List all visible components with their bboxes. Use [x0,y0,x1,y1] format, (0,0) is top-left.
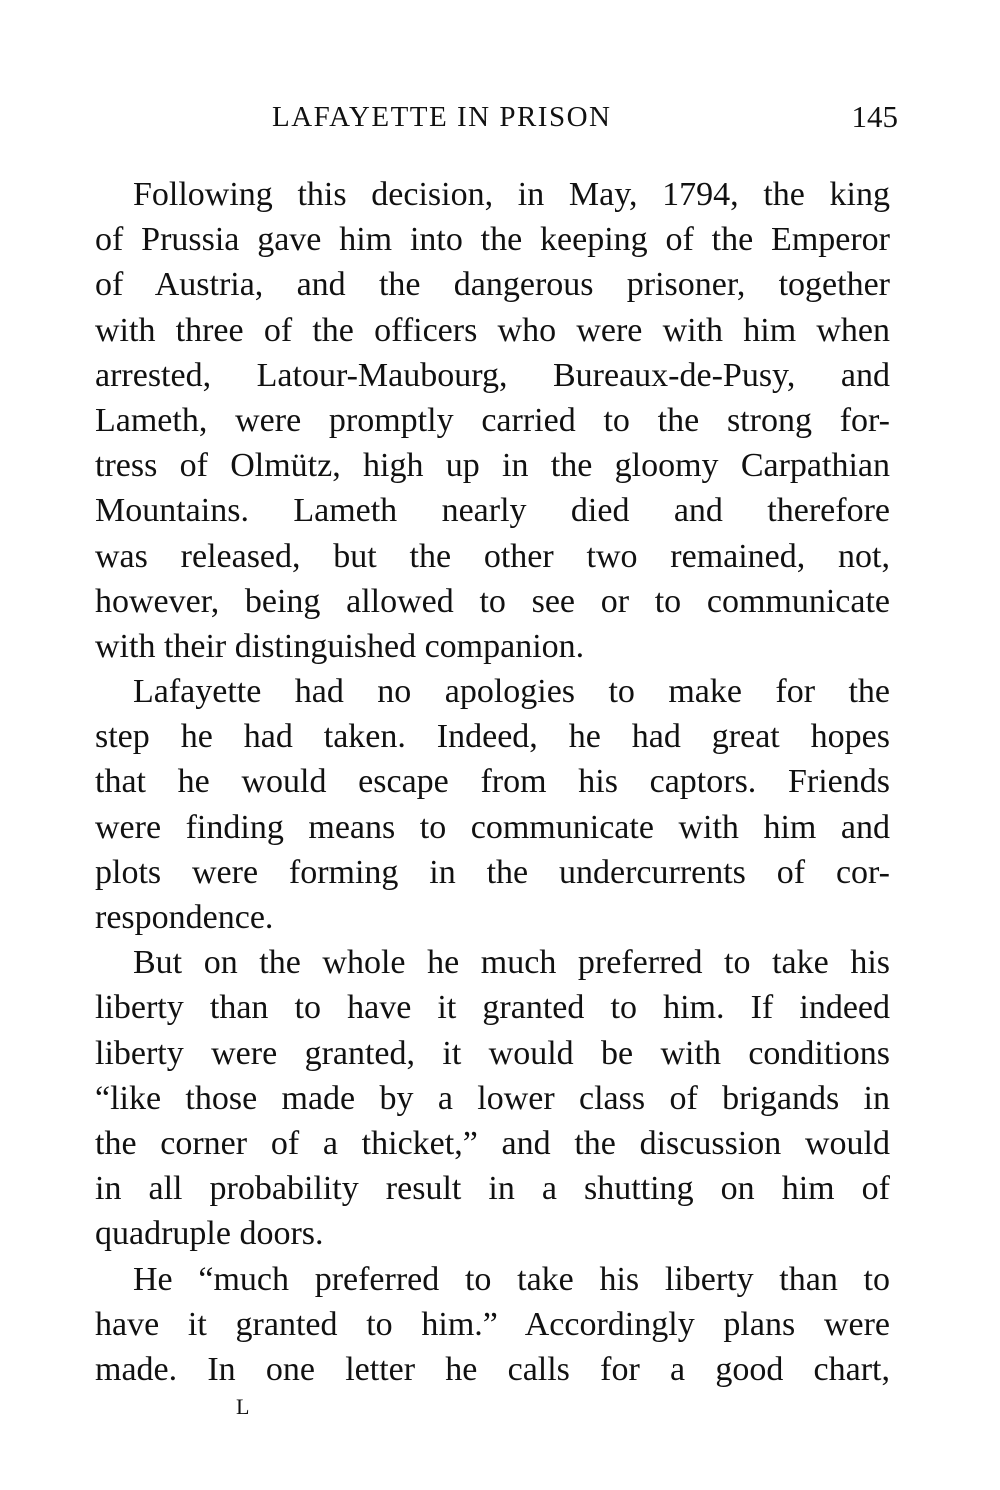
text-line: with their distinguished companion. [95,627,585,665]
text-line: arrested, Latour-Maubourg, Bureaux-de-Pusy, and [95,356,890,394]
text-line: respondence. [95,899,274,936]
text-line: with three of the officers who were with him when [95,311,890,349]
text-line: in all probability result in a shutting on him of [95,1170,890,1208]
text-line: were finding means to communicate with him and [95,808,890,846]
running-head [272,92,898,142]
text-line: liberty than to have it granted to him. If indeed [95,989,890,1027]
text-line: Mountains. Lameth nearly died and therefore [95,492,890,530]
text-line: He “much preferred to take his liberty than to [133,1260,890,1298]
text-line: But on the whole he much preferred to take his [133,944,890,982]
text-line: Lameth, were promptly carried to the strong for- [95,401,890,439]
running-title: LAFAYETTE IN PRISON [272,101,612,133]
body-text [95,172,890,1392]
signature-mark: L [236,1394,251,1419]
text-line: was released, but the other two remained, not, [95,537,890,575]
text-line: Following this decision, in May, 1794, the king [133,176,890,213]
text-line: Lafayette had no apologies to make for the [133,673,890,711]
text-line: have it granted to him.” Accordingly plans were [95,1305,890,1343]
text-line: however, being allowed to see or to communicate [95,582,890,620]
text-line: “like those made by a lower class of brigands in [95,1079,890,1117]
text-line: plots were forming in the undercurrents of cor- [95,853,890,891]
text-line: quadruple doors. [95,1215,324,1253]
text-line: that he would escape from his captors. Friends [95,763,890,801]
text-line: of Austria, and the dangerous prisoner, together [95,266,890,304]
page-number: 145 [851,99,898,134]
text-line: tress of Olmütz, high up in the gloomy Carpathian [95,447,890,485]
text-line: the corner of a thicket,” and the discussion would [95,1124,890,1162]
text-line: step he had taken. Indeed, he had great hopes [95,718,890,756]
text-line: made. In one letter he calls for a good chart, [95,1350,890,1388]
text-line: of Prussia gave him into the keeping of the Emperor [95,221,890,259]
text-line: liberty were granted, it would be with conditions [95,1034,890,1072]
